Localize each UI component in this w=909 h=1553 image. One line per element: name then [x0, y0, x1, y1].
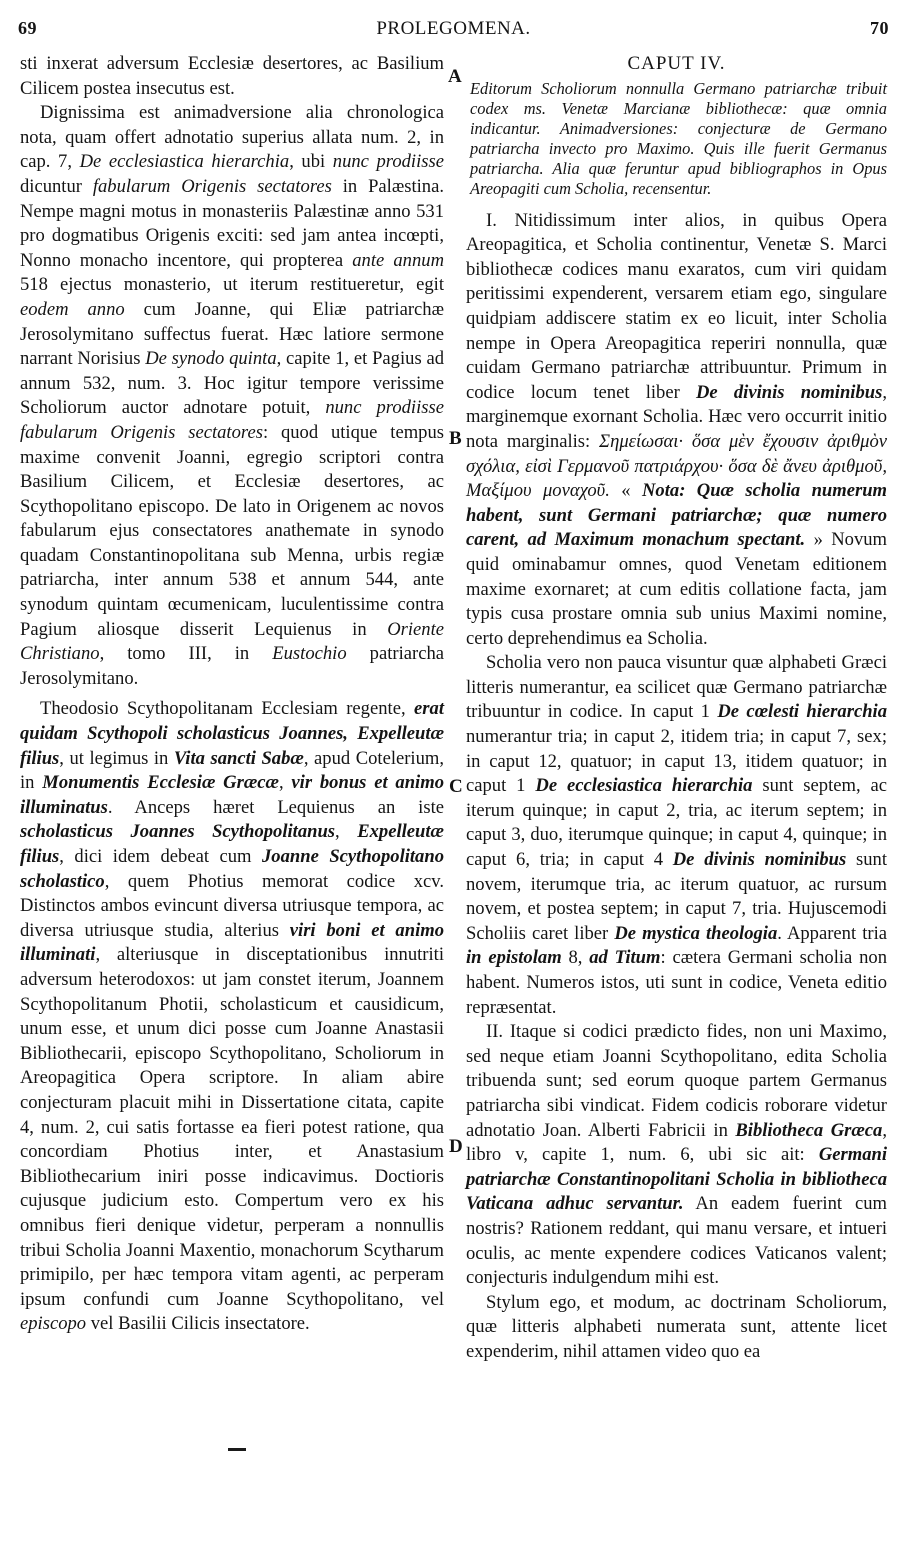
paragraph	[20, 697, 444, 1336]
paragraph	[20, 101, 444, 691]
chapter-title: CAPUT IV.	[627, 53, 726, 74]
page-header	[18, 18, 889, 42]
text-run: Eustochio	[272, 643, 347, 665]
text-run: Theodosio Scythopolitanam Ecclesiam regente,	[40, 698, 415, 720]
chapter-summary: Editorum Scholiorum nonnulla Germano patriarchæ tribuit codex ms. Venetæ Marcianæ bibliothecæ: quæ omnia indicantur. Animadversiones: conjecturæ de Germano patriarcha invecto pro Maximo. Quis ille fuerit Germanus patriarcha. Alia quæ feruntur apud bibliographos in Opus Areopagiti cum Scholia, recensentur.	[470, 78, 887, 198]
text-run: Dignissima est animadversione alia chronologica nota, quam offert adnotatio superius allata num. 2, in cap. 7,	[20, 102, 444, 173]
text-run: , ut legimus in	[59, 747, 174, 769]
text-run: 518 ejectus monasterio, ut iterum restitueretur, egit	[20, 274, 444, 296]
text-run: , dici idem debeat cum	[59, 846, 262, 867]
text-run: . Apparent tria	[777, 922, 887, 944]
text-run: De cœlesti hierarchia	[717, 701, 887, 723]
left-column	[20, 52, 444, 1337]
text-run: sunt septem, ac iterum quinque; in caput 2, tria, ac iterum septem; in caput 3, duo, iterumque quinque; in caput 4, quinque; in caput 6, tria; in caput 4	[466, 775, 888, 871]
right-column	[466, 52, 887, 1365]
text-run: scholasticus Joannes Scythopolitanus	[20, 821, 336, 843]
text-run: Scholia vero non pauca visuntur quæ alphabeti Græci litteris numerantur, ea scilicet quæ Germano patriarchæ tribuuntur in codice. In caput 1	[466, 652, 887, 723]
text-run: : quod utique tempus maxime convenit Joanni, egregio scriptori contra Basilium Cilicem, et Ecclesiæ desertores, ac Scythopolitano episcopo. De lato in Origenem ac novos fabularum ejus consectatores anathemate in synodo quadam Constantinopolitana sub Menna, urbis regiæ patriarcha, inter annum 538 et annum 544, ante synodum quintam œcumenicam, luculentissime contra Pagium aliosque disserit Lequienus in	[20, 421, 444, 640]
margin-letter-b: B	[449, 428, 462, 449]
paragraph	[466, 651, 887, 1020]
text-run: . Anceps hæret Lequienus an iste	[107, 796, 444, 818]
text-run: , alteriusque in disceptationibus innutriti adversum heterodoxos: ut jam constet iterum, Joannem Scythopolitanum Photii, scholasticum et causidicum, unum esse, et unum dici posse cum Joanne Anastasii Bibliothecarii, episcopo Scythopolitano, Scholiorum in Areopagitica Opera scriptore. In aliam abire conjecturam placuit mihi in Dissertatione citata, capite 4, num. 2, cui satis fortasse ea fieri potest ratione, qua concordiam Photius inter, et Anastasium Bibliothecarium iniri posse indicavimus. Doctioris cujusque judicium esto. Compertum vero ex his omnibus fieri denique videtur, perperam a nonnullis tribui Scholia Joanni Maxentio, monachorum Scytharum primipilo, per hæc tempora vitam agenti, ac perperam ipsum confundi cum Joanne Scythopolitano, vel	[20, 944, 444, 1310]
text-run: De mystica theologia	[614, 922, 778, 944]
text-run: dicuntur	[20, 175, 93, 197]
text-run: sunt novem, iterumque tria, ac iterum quatuor, ac rursum novem, et postea septem; in caput 7, tria. Hujuscemodi Scholiis caret liber	[466, 849, 887, 944]
text-run: nunc prodiisse fabularum Origenis sectatores	[20, 397, 444, 443]
text-run: , tomo III, in	[99, 643, 273, 665]
text-run: Nota: Quæ scholia numerum habent, sunt Germani patriarchæ; quæ numero carent, ad Maximum monachum spectant.	[466, 480, 888, 551]
text-run: ,	[278, 772, 292, 794]
text-run: Expelleutæ filius	[20, 821, 444, 867]
text-run: , quem Photius memorat codice xcv. Distinctos ambos evincunt diversa utriusque tempora, ac diversa utriusque studia, alterius	[20, 870, 444, 941]
text-run: erat quidam Scythopoli scholasticus Joannes, Expelleutæ filius	[20, 698, 444, 769]
text-run: episcopo	[20, 1313, 87, 1335]
text-run: viri boni et animo illuminati	[20, 919, 444, 966]
text-run: Stylum ego, et modum, ac doctrinam Scholiorum, quæ litteris alphabeti numerata sunt, attente licet expenderim, nihil attamen video quo ea	[466, 1291, 887, 1362]
text-run: nunc prodiisse	[332, 151, 444, 173]
text-run: patriarcha Jerosolymitano.	[20, 643, 444, 689]
text-run: I. Nitidissimum inter alios, in quibus Opera Areopagitica, et Scholia continentur, Venetæ S. Marci bibliothecæ codices manu exaratos, cum viri quidam peritissimi expenderent, versarem etiam ego, singulare quidpiam addiscere statim ex eo licuit, inter Scholia nempe in Opera Areopagitica reperiri nonnulla, quæ cuidam Germano patriarchæ attribuuntur. Primum in codice locum tenet liber	[466, 209, 887, 403]
text-run: vel Basilii Cilicis insectatore.	[86, 1313, 310, 1335]
text-run: , libro v, capite 1, num. 6, ubi sic ait:	[466, 1119, 887, 1166]
text-run: 8,	[561, 947, 590, 969]
text-run: ,	[335, 821, 358, 843]
page-number-right: 70	[870, 18, 889, 38]
text-run: Germani patriarchæ Constantinopolitani Scholia in bibliotheca Vaticana adhuc servantur.	[466, 1144, 887, 1215]
text-run: De ecclesiastica hierarchia	[79, 151, 290, 173]
paragraph	[20, 52, 444, 101]
text-run: , apud Cotelerium, in	[20, 747, 445, 794]
text-run: in Palæstina. Nempe magni motus in monasteriis Palæstinæ anno 531 pro dogmatibus Origenis exciti: sed jam antea incœpti, Nonno monacho incentore, qui propterea	[20, 175, 444, 271]
text-run: Bibliotheca Græca	[735, 1119, 883, 1141]
running-title: PROLEGOMENA.	[376, 18, 531, 39]
paragraph	[466, 209, 887, 652]
margin-letter-a: A	[448, 66, 462, 87]
text-run: An eadem fuerint cum nostris? Rationem reddant, qui manu versare, et intueri oculis, ac mente expendere codices Vaticanos valent; conjecturis indulgendum mihi est.	[466, 1193, 887, 1289]
text-run: numerantur tria; in caput 2, itidem tria; in caput 7, sex; in caput 12, quatuor; in caput 13, itidem quatuor; in caput 1	[466, 726, 887, 797]
text-run: , ubi	[289, 151, 333, 173]
text-run: eodem anno	[20, 298, 125, 320]
text-run: Oriente Christiano	[20, 618, 444, 665]
text-run: De ecclesiastica hierarchia	[535, 775, 753, 797]
text-run: ante annum	[352, 249, 444, 271]
margin-letter-c: C	[449, 776, 463, 797]
text-run: » Novum quid ominabamur omnes, quod Venetam editionem maxime exornaret; at cum editis collatione facta, jam typis cusa prostare omnia sub unius Maximi nomine, certo deprehendimus ea Scholia.	[466, 529, 887, 649]
text-run: Joanne Scythopolitano scholastico	[20, 846, 444, 892]
text-run: De synodo quinta	[145, 348, 277, 370]
text-run: De divinis nominibus	[672, 849, 847, 871]
text-run: «	[609, 480, 642, 502]
text-run: Vita sancti Sabæ	[173, 747, 304, 769]
margin-letter-d: D	[449, 1136, 463, 1157]
text-run: cum Joanne, qui Eliæ patriarchæ Jerosolymitano suffectus fuerat. Hæc latiore sermone narrant Norisius	[20, 298, 444, 370]
text-run: , capite 1, et Pagius ad annum 532, num. 3. Hoc igitur tempore verissime Scholiorum auctor adnotare potuit,	[20, 348, 444, 419]
paragraph	[466, 1020, 887, 1291]
text-run: sti inxerat adversum Ecclesiæ desertores, ac Basilium Cilicem postea insecutus est.	[20, 53, 444, 99]
text-run: in epistolam	[466, 947, 562, 969]
text-run: fabularum Origenis sectatores	[92, 175, 332, 197]
text-run: De divinis nominibus	[696, 381, 883, 403]
end-rule	[228, 1448, 246, 1451]
text-run: ad Titum	[589, 947, 661, 969]
text-run: , marginemque exornant Scholia. Hæc vero occurrit initio nota marginalis:	[466, 381, 888, 452]
text-run: Monumentis Ecclesiæ Græcæ	[42, 772, 279, 794]
page-number-left: 69	[18, 18, 37, 38]
text-run: Σημείωσαι· ὅσα μὲν ἔχουσιν ἀριθμὸν σχόλια, εἰσὶ Γερμανοῦ πατριάρχου· ὅσα δὲ ἄνευ ἀριθμοῦ, Μαξίμου μοναχοῦ.	[466, 430, 887, 502]
paragraph	[466, 1291, 887, 1365]
right-column-body	[466, 209, 887, 1365]
text-run: II. Itaque si codici prædicto fides, non uni Maximo, sed neque etiam Joanni Scythopolitano, edita Scholia tribuenda sunt; sed eorum quoque partem Germanus patriarcha sibi vindicat. Fidem codicis roborare videtur adnotatio Joan. Alberti Fabricii in	[466, 1021, 887, 1141]
text-run: : cætera Germani scholia non habent. Numeros istos, uti sunt in codice, Veneta editio repræsentat.	[466, 947, 888, 1018]
text-run: vir bonus et animo illuminatus	[20, 772, 444, 818]
